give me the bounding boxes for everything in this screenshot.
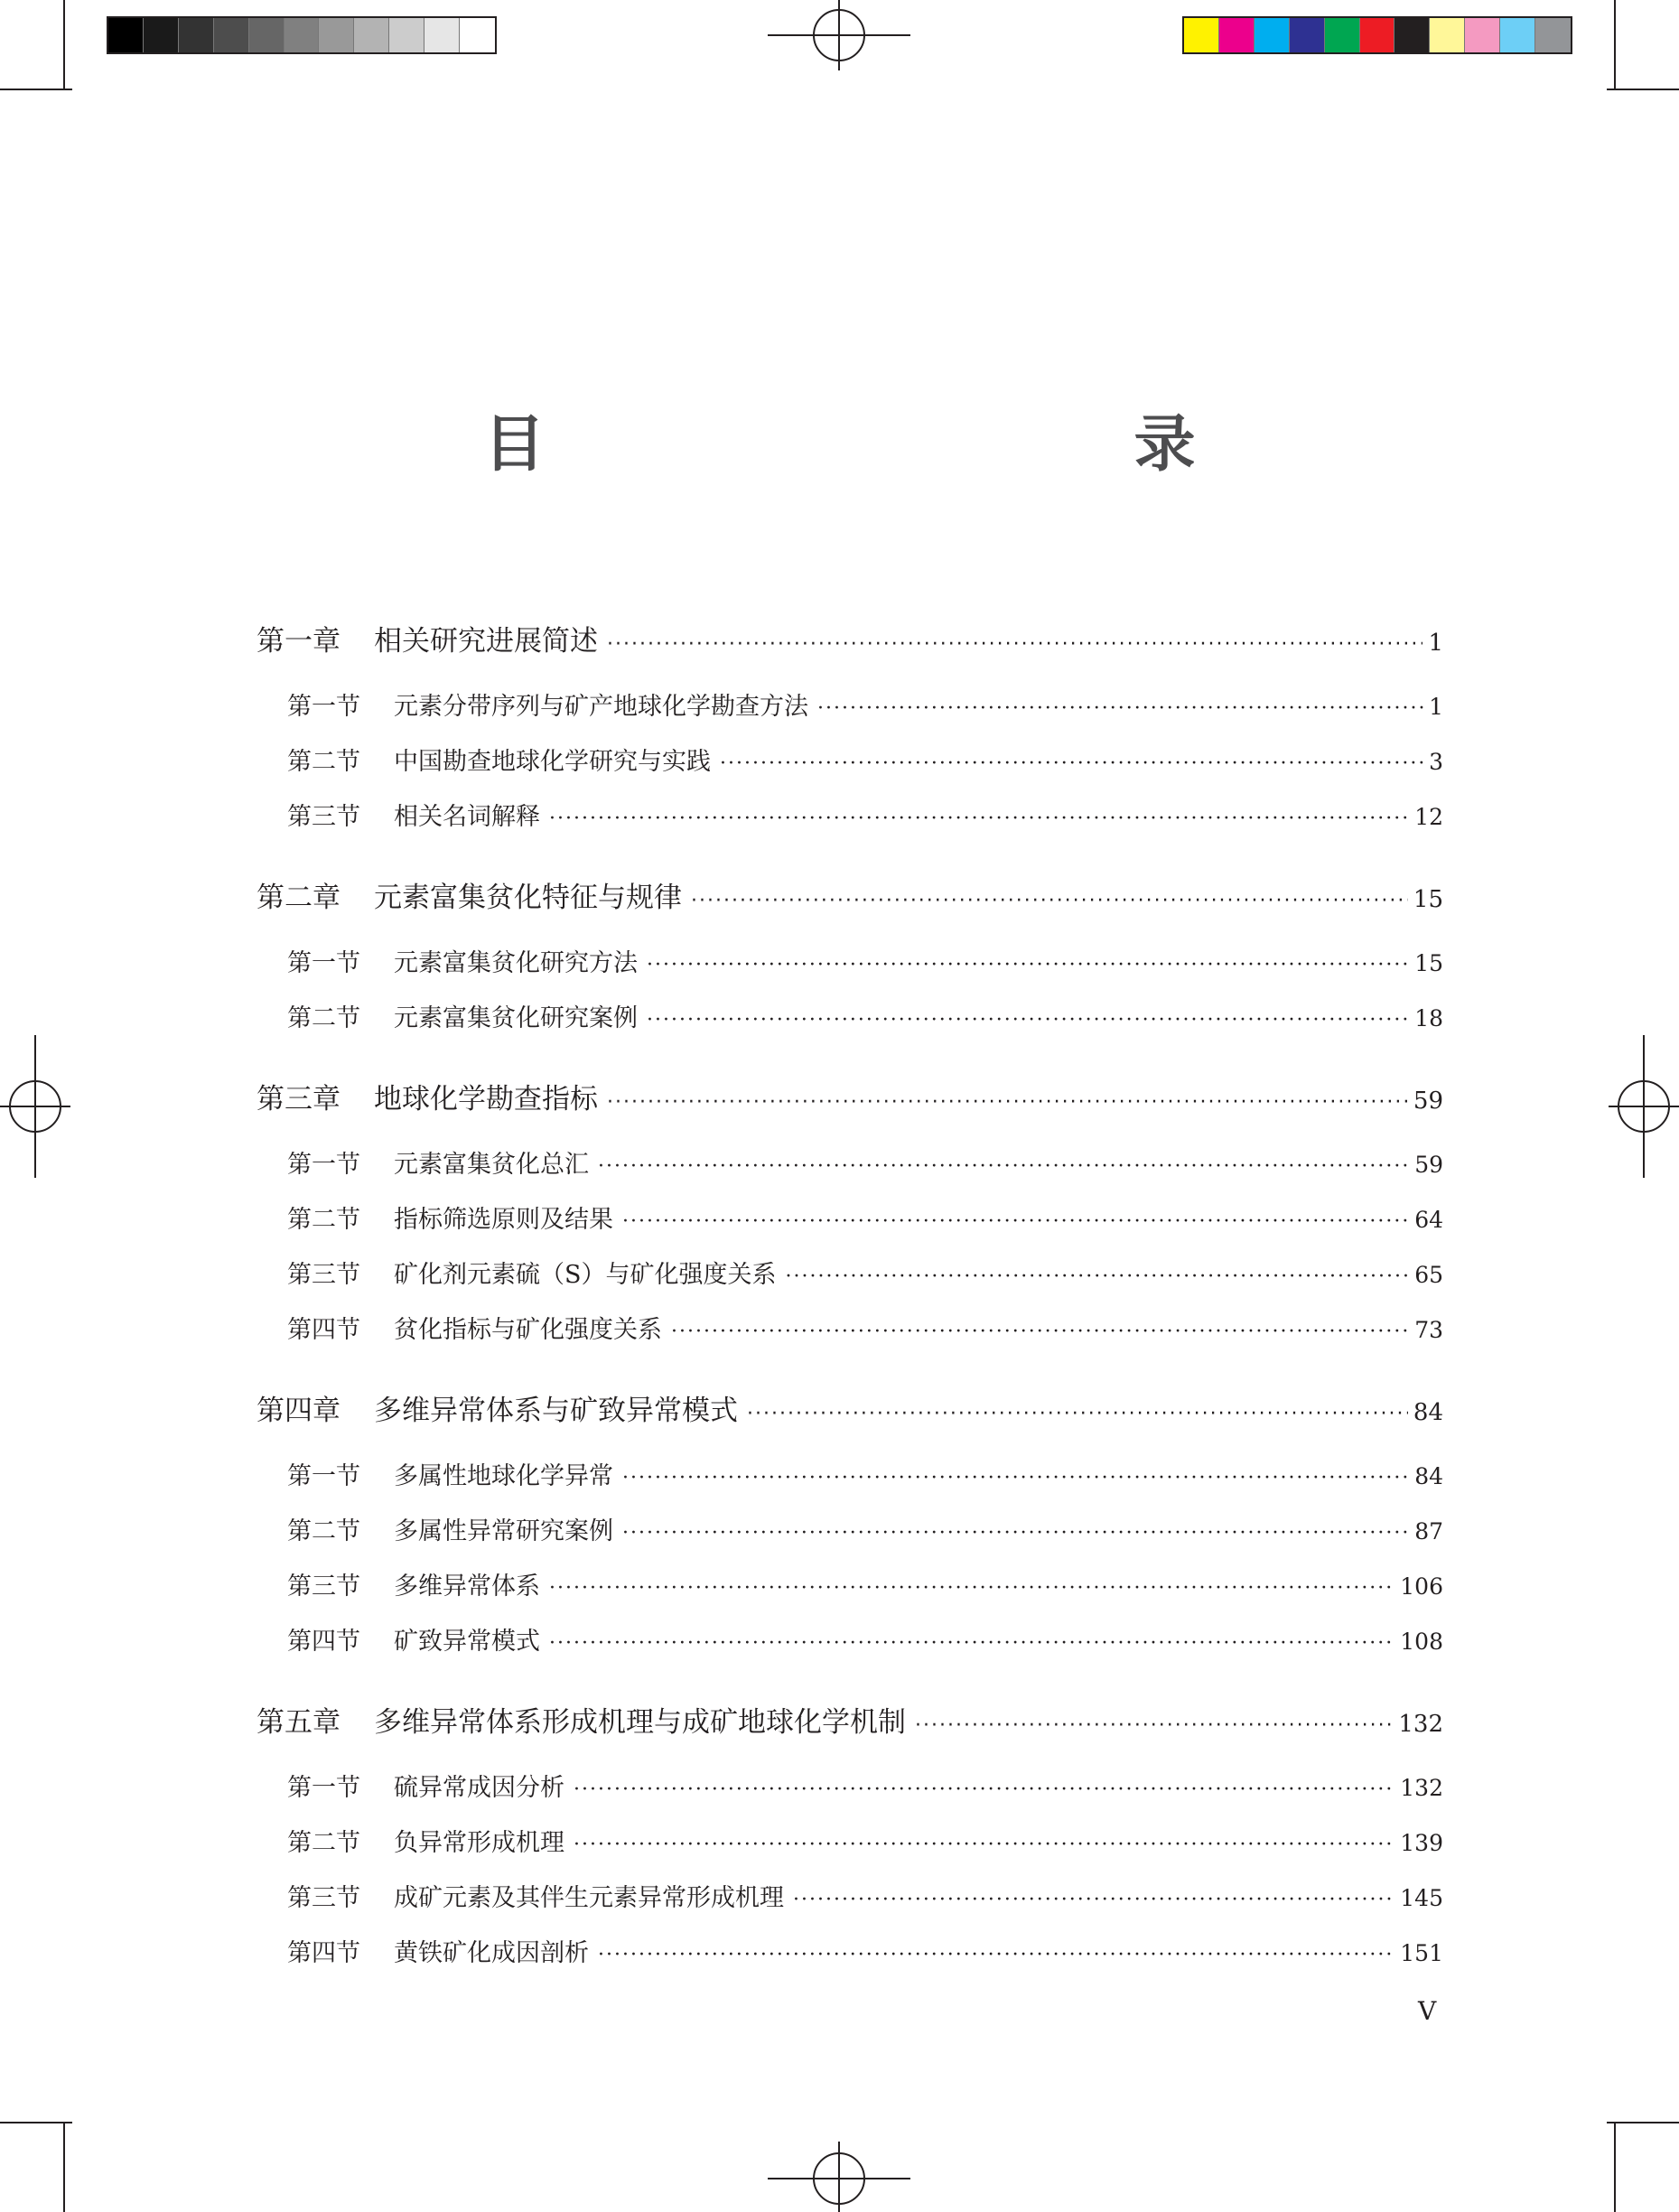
toc-entry-title: 相关名词解释 [394,803,540,831]
toc-leader-dots [647,1009,1409,1031]
toc-entry-number: 第四节 [287,1939,360,1967]
toc-leader-dots [720,752,1423,775]
toc-entry-title: 元素富集贫化特征与规律 [374,882,682,914]
toc-entry-title: 多属性地球化学异常 [394,1462,613,1490]
toc-section-entry[interactable] [287,998,1443,1033]
toc-chapter-entry[interactable] [257,618,1443,658]
toc-entry-page: 12 [1414,804,1443,830]
toc-entry-number: 第二节 [287,748,360,776]
toc-leader-dots [691,890,1408,912]
toc-entry-label [287,797,540,832]
toc-entry-title: 黄铁矿化成因剖析 [394,1939,589,1967]
toc-entry-label [287,1933,589,1968]
color-swatch [1325,18,1360,52]
toc-section-entry[interactable] [287,1144,1443,1180]
toc-entry-label [287,742,711,777]
toc-entry-number: 第一节 [287,949,360,977]
toc-leader-dots [607,633,1422,656]
toc-entry-number: 第四节 [287,1316,360,1344]
toc-leader-dots [793,1889,1395,1911]
gray-swatch [389,18,424,52]
toc-section-entry[interactable] [287,1456,1443,1491]
toc-entry-page: 15 [1413,886,1443,913]
toc-entry-title: 矿致异常模式 [394,1628,540,1656]
toc-entry-label [287,1511,613,1546]
toc-entry-title: 元素富集贫化总汇 [394,1151,589,1179]
toc-entry-number: 第一节 [287,1462,360,1490]
toc-entry-number: 第三章 [257,1083,340,1115]
toc-entry-label [287,1621,540,1657]
toc-entry-number: 第一节 [287,693,360,721]
toc-entry-title: 多维异常体系形成机理与成矿地球化学机制 [374,1706,906,1739]
toc-entry-label [287,1768,564,1803]
toc-entry-label [287,686,808,722]
toc-leader-dots [647,954,1409,976]
gray-swatch [319,18,354,52]
toc-leader-dots [622,1467,1409,1489]
toc-entry-page: 132 [1398,1711,1443,1738]
toc-entry-page: 139 [1400,1830,1443,1856]
gray-swatch [249,18,284,52]
toc-section-entry[interactable] [287,686,1443,722]
gray-swatch [284,18,320,52]
gray-swatch [179,18,214,52]
toc-entry-page: 3 [1429,749,1443,775]
toc-entry-label [287,1823,564,1858]
toc-entry-page: 64 [1414,1207,1443,1233]
toc-entry-title: 元素富集贫化研究案例 [394,1004,638,1032]
toc-entry-number: 第四章 [257,1395,340,1427]
toc-entry-number: 第三节 [287,803,360,831]
toc-entry-number: 第二章 [257,882,340,914]
toc-entry-label [287,943,638,978]
toc-entry-page: 65 [1414,1262,1443,1288]
toc-entry-page: 108 [1400,1629,1443,1655]
toc-entry-number: 第二节 [287,1004,360,1032]
toc-entry-page: 1 [1428,630,1443,657]
toc-section-entry[interactable] [287,1621,1443,1657]
toc-entry-label [287,1878,784,1913]
toc-entry-label [287,1456,613,1491]
toc-section-entry[interactable] [287,1768,1443,1803]
toc-leader-dots [786,1265,1410,1288]
gray-swatch [424,18,460,52]
toc-entry-number: 第三节 [287,1261,360,1289]
toc-entry-page: 18 [1414,1005,1443,1031]
color-swatch [1395,18,1430,52]
toc-entry-label [257,1387,738,1428]
toc-section-entry[interactable] [287,1878,1443,1913]
toc-entry-number: 第二节 [287,1517,360,1545]
toc-entry-title: 负异常形成机理 [394,1829,564,1857]
toc-section-entry[interactable] [287,943,1443,978]
toc-entry-number: 第五章 [257,1706,340,1739]
gray-swatch [214,18,249,52]
toc-entry-page: 87 [1414,1518,1443,1545]
toc-entry-title: 多维异常体系与矿致异常模式 [374,1395,738,1427]
page-title: 目 录 [483,409,1351,481]
toc-entry-number: 第三节 [287,1884,360,1912]
toc-section-entry[interactable] [287,1310,1443,1345]
toc-leader-dots [598,1944,1395,1966]
toc-chapter-entry[interactable] [257,874,1443,915]
gray-swatch [108,18,144,52]
toc-entry-page: 15 [1414,950,1443,976]
page-number: V [1418,1996,1437,2026]
gray-swatch [354,18,389,52]
toc-leader-dots [549,1632,1395,1655]
toc-entry-number: 第一节 [287,1151,360,1179]
toc-entry-title: 相关研究进展简述 [374,625,598,658]
toc-entry-title: 指标筛选原则及结果 [394,1206,613,1234]
toc-entry-title: 贫化指标与矿化强度关系 [394,1316,662,1344]
color-swatch [1290,18,1325,52]
toc-leader-dots [549,1577,1395,1600]
toc-entry-title: 元素分带序列与矿产地球化学勘查方法 [394,693,808,721]
toc-entry-page: 84 [1413,1399,1443,1426]
toc-entry-number: 第三节 [287,1573,360,1601]
toc-entry-page: 132 [1400,1775,1443,1801]
toc-chapter-entry[interactable] [257,1699,1443,1740]
toc-leader-dots [574,1834,1395,1856]
toc-leader-dots [622,1210,1409,1233]
color-swatch [1430,18,1465,52]
toc-section-entry[interactable] [287,742,1443,777]
toc-entry-page: 151 [1400,1940,1443,1966]
color-swatch [1219,18,1255,52]
gray-swatch [460,18,495,52]
toc-entry-number: 第一章 [257,625,340,658]
toc-entry-number: 第二节 [287,1206,360,1234]
toc-entry-page: 73 [1414,1317,1443,1343]
toc-entry-title: 硫异常成因分析 [394,1774,564,1802]
toc-leader-dots [915,1714,1393,1737]
toc-entry-label [257,1699,906,1740]
toc-entry-title: 多维异常体系 [394,1573,540,1601]
toc-entry-number: 第四节 [287,1628,360,1656]
toc-section-entry[interactable] [287,797,1443,832]
color-swatch [1500,18,1535,52]
toc-entry-page: 84 [1414,1463,1443,1489]
color-calibration-bar [1182,16,1572,54]
toc-section-entry[interactable] [287,1199,1443,1235]
toc-leader-dots [549,807,1409,830]
color-swatch [1535,18,1571,52]
toc-entry-title: 成矿元素及其伴生元素异常形成机理 [394,1884,784,1912]
toc-entry-label [287,1255,777,1290]
toc-entry-label [287,1566,540,1601]
toc-entry-page: 145 [1400,1885,1443,1911]
toc-leader-dots [671,1321,1409,1343]
toc-entry-label [287,1310,662,1345]
toc-entry-title: 元素富集贫化研究方法 [394,949,638,977]
toc-chapter-entry[interactable] [257,1076,1443,1116]
toc-entry-page: 1 [1429,694,1443,720]
toc-leader-dots [817,697,1423,720]
toc-section-entry[interactable] [287,1566,1443,1601]
toc-entry-title: 矿化剂元素硫（S）与矿化强度关系 [394,1261,777,1289]
toc-leader-dots [607,1091,1408,1114]
toc-leader-dots [574,1778,1395,1801]
toc-entry-label [257,874,682,915]
toc-entry-page: 59 [1414,1152,1443,1178]
toc-entry-label [287,1144,589,1180]
grayscale-calibration-bar [107,16,497,54]
toc-section-entry[interactable] [287,1823,1443,1858]
toc-entry-title: 地球化学勘查指标 [374,1083,598,1115]
toc-entry-title: 多属性异常研究案例 [394,1517,613,1545]
toc-entry-page: 106 [1400,1573,1443,1600]
color-swatch [1465,18,1500,52]
toc-section-entry[interactable] [287,1255,1443,1290]
toc-entry-label [257,1076,598,1116]
toc-chapter-entry[interactable] [257,1387,1443,1428]
gray-swatch [144,18,179,52]
toc-entry-label [257,618,598,658]
toc-entry-label [287,1199,613,1235]
toc-entry-title: 中国勘查地球化学研究与实践 [394,748,711,776]
toc-section-entry[interactable] [287,1511,1443,1546]
toc-entry-label [287,998,638,1033]
toc-section-entry[interactable] [287,1933,1443,1968]
color-swatch [1184,18,1219,52]
toc-leader-dots [747,1403,1408,1425]
toc-leader-dots [622,1522,1409,1545]
toc-entry-number: 第二节 [287,1829,360,1857]
toc-leader-dots [598,1155,1409,1178]
color-swatch [1255,18,1290,52]
toc-entry-page: 59 [1413,1087,1443,1115]
color-swatch [1360,18,1395,52]
toc-entry-number: 第一节 [287,1774,360,1802]
